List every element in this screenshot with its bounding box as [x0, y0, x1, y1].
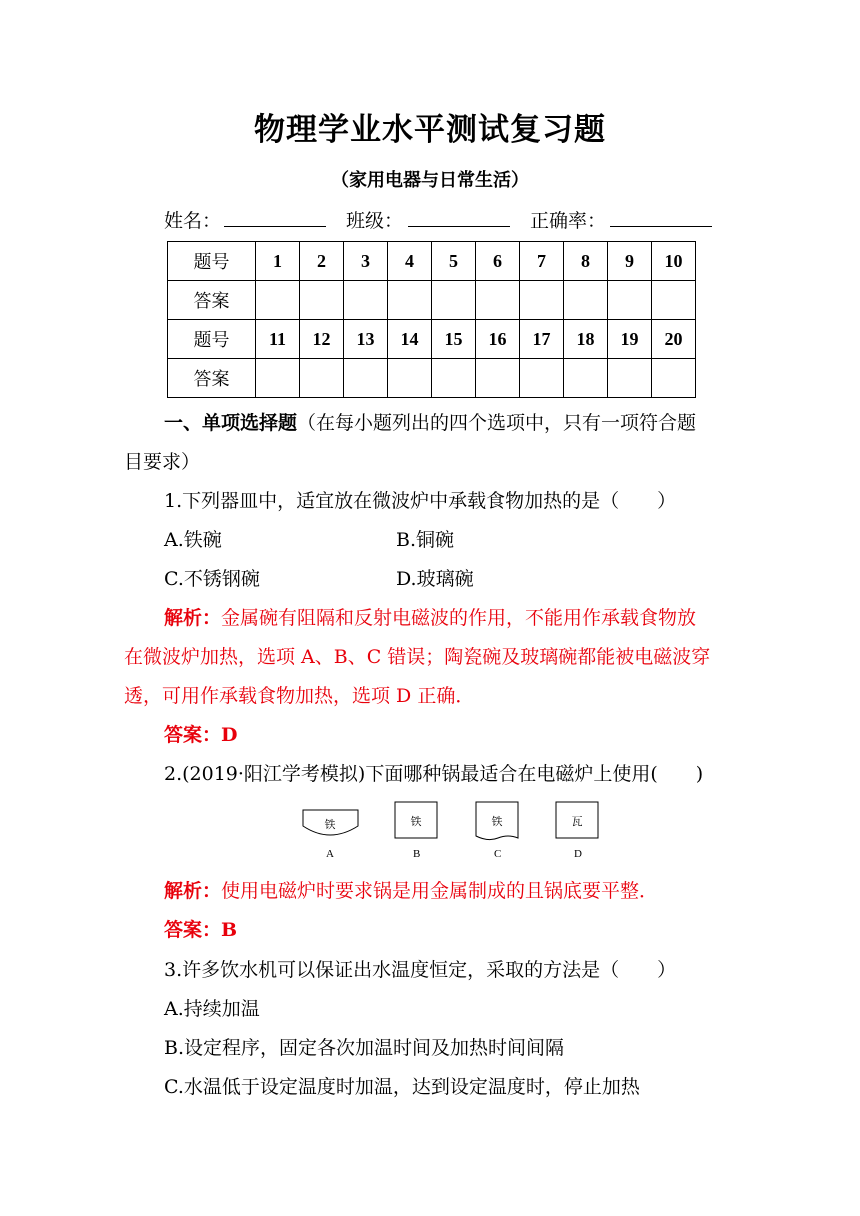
question-number-cell: 15 [432, 320, 476, 359]
pot-c-label: C [494, 848, 502, 860]
answer-cell[interactable] [652, 281, 696, 320]
q2-analysis-label: 解析： [164, 880, 222, 902]
answer-cell[interactable] [432, 359, 476, 398]
question-number-cell: 10 [652, 242, 696, 281]
answer-cell[interactable] [476, 359, 520, 398]
page-subtitle: （家用电器与日常生活） [331, 170, 529, 191]
pot-a-label: A [326, 848, 334, 860]
q1-analysis-line3: 透，可用作承载食物加热，选项 D 正确． [124, 685, 475, 707]
answer-cell[interactable] [388, 281, 432, 320]
q1-analysis-line2: 在微波炉加热，选项 A、B、C 错误；陶瓷碗及玻璃碗都能被电磁波穿 [124, 646, 711, 668]
section-heading: 一、单项选择题 [164, 412, 298, 434]
accuracy-blank[interactable] [610, 208, 712, 227]
question-number-cell: 20 [652, 320, 696, 359]
q1-answer-label: 答案： [164, 724, 222, 746]
question-number-cell: 17 [520, 320, 564, 359]
answer-header: 答案 [168, 359, 256, 398]
answer-cell[interactable] [608, 359, 652, 398]
section-instruction: （在每小题列出的四个选项中，只有一项符合题 [297, 412, 697, 434]
table-row [168, 320, 696, 359]
pot-d-text: 瓦 [571, 815, 583, 828]
pot-b-text: 铁 [410, 815, 422, 828]
name-label: 姓名： [164, 210, 222, 232]
answer-cell[interactable] [476, 281, 520, 320]
q1-stem: 1.下列器皿中，适宜放在微波炉中承载食物加热的是（ ） [164, 490, 677, 512]
q2-answer-line [164, 915, 237, 942]
answer-cell[interactable] [432, 281, 476, 320]
question-number-cell: 18 [564, 320, 608, 359]
question-number-header: 题号 [168, 320, 256, 359]
q3-option-b: B.设定程序，固定各次加温时间及加热时间间隔 [164, 1037, 565, 1059]
answer-cell[interactable] [652, 359, 696, 398]
section-instruction-cont: 目要求） [124, 451, 201, 473]
page-title: 物理学业水平测试复习题 [254, 112, 606, 148]
answer-cell[interactable] [608, 281, 652, 320]
q1-option-d: D.玻璃碗 [396, 568, 474, 590]
accuracy-label: 正确率： [530, 210, 607, 232]
q1-answer-line [164, 720, 238, 747]
q1-analysis-text1: 金属碗有阻隔和反射电磁波的作用，不能用作承载食物放 [221, 607, 697, 629]
question-number-cell: 2 [300, 242, 344, 281]
q3-stem: 3.许多饮水机可以保证出水温度恒定，采取的方法是（ ） [164, 959, 677, 981]
table-row [168, 242, 696, 281]
q2-stem: 2.(2019·阳江学考模拟)下面哪种锅最适合在电磁炉上使用( ) [164, 763, 704, 785]
answer-cell[interactable] [344, 359, 388, 398]
question-number-cell: 1 [256, 242, 300, 281]
question-number-cell: 19 [608, 320, 652, 359]
q3-option-a: A.持续加温 [164, 998, 260, 1020]
answer-cell[interactable] [256, 359, 300, 398]
q3-option-c: C.水温低于设定温度时加温，达到设定温度时，停止加热 [164, 1076, 640, 1098]
question-number-cell: 6 [476, 242, 520, 281]
answer-header: 答案 [168, 281, 256, 320]
question-number-cell: 4 [388, 242, 432, 281]
pot-b-label: B [413, 848, 421, 860]
answer-table [167, 241, 696, 398]
name-blank[interactable] [224, 208, 326, 227]
q1-analysis-label: 解析： [164, 607, 222, 629]
q2-analysis-line [164, 876, 658, 903]
pot-figure [298, 798, 608, 864]
question-number-cell: 9 [608, 242, 652, 281]
question-number-cell: 12 [300, 320, 344, 359]
q2-answer-label: 答案： [164, 919, 222, 941]
q1-analysis-line1 [164, 603, 696, 630]
answer-cell[interactable] [300, 359, 344, 398]
answer-cell[interactable] [564, 281, 608, 320]
answer-cell[interactable] [300, 281, 344, 320]
question-number-cell: 11 [256, 320, 300, 359]
pot-a-text: 铁 [324, 818, 336, 831]
table-row [168, 281, 696, 320]
answer-cell[interactable] [388, 359, 432, 398]
answer-cell[interactable] [520, 281, 564, 320]
pot-d-label: D [574, 848, 582, 860]
answer-cell[interactable] [344, 281, 388, 320]
question-number-cell: 16 [476, 320, 520, 359]
q1-option-c: C.不锈钢碗 [164, 568, 260, 590]
answer-cell[interactable] [564, 359, 608, 398]
class-blank[interactable] [408, 208, 510, 227]
answer-cell[interactable] [256, 281, 300, 320]
answer-cell[interactable] [520, 359, 564, 398]
question-number-cell: 5 [432, 242, 476, 281]
question-number-cell: 7 [520, 242, 564, 281]
table-row [168, 359, 696, 398]
section-heading-line [164, 408, 696, 435]
class-label: 班级： [346, 210, 404, 232]
question-number-cell: 8 [564, 242, 608, 281]
question-number-header: 题号 [168, 242, 256, 281]
q1-option-b: B.铜碗 [396, 529, 455, 551]
question-number-cell: 13 [344, 320, 388, 359]
q2-answer: B [221, 919, 238, 941]
q1-option-a: A.铁碗 [164, 529, 222, 551]
question-number-cell: 3 [344, 242, 388, 281]
question-number-cell: 14 [388, 320, 432, 359]
pot-c-text: 铁 [491, 815, 503, 828]
q2-analysis-text: 使用电磁炉时要求锅是用金属制成的且锅底要平整． [221, 880, 659, 902]
q1-answer: D [221, 724, 238, 746]
